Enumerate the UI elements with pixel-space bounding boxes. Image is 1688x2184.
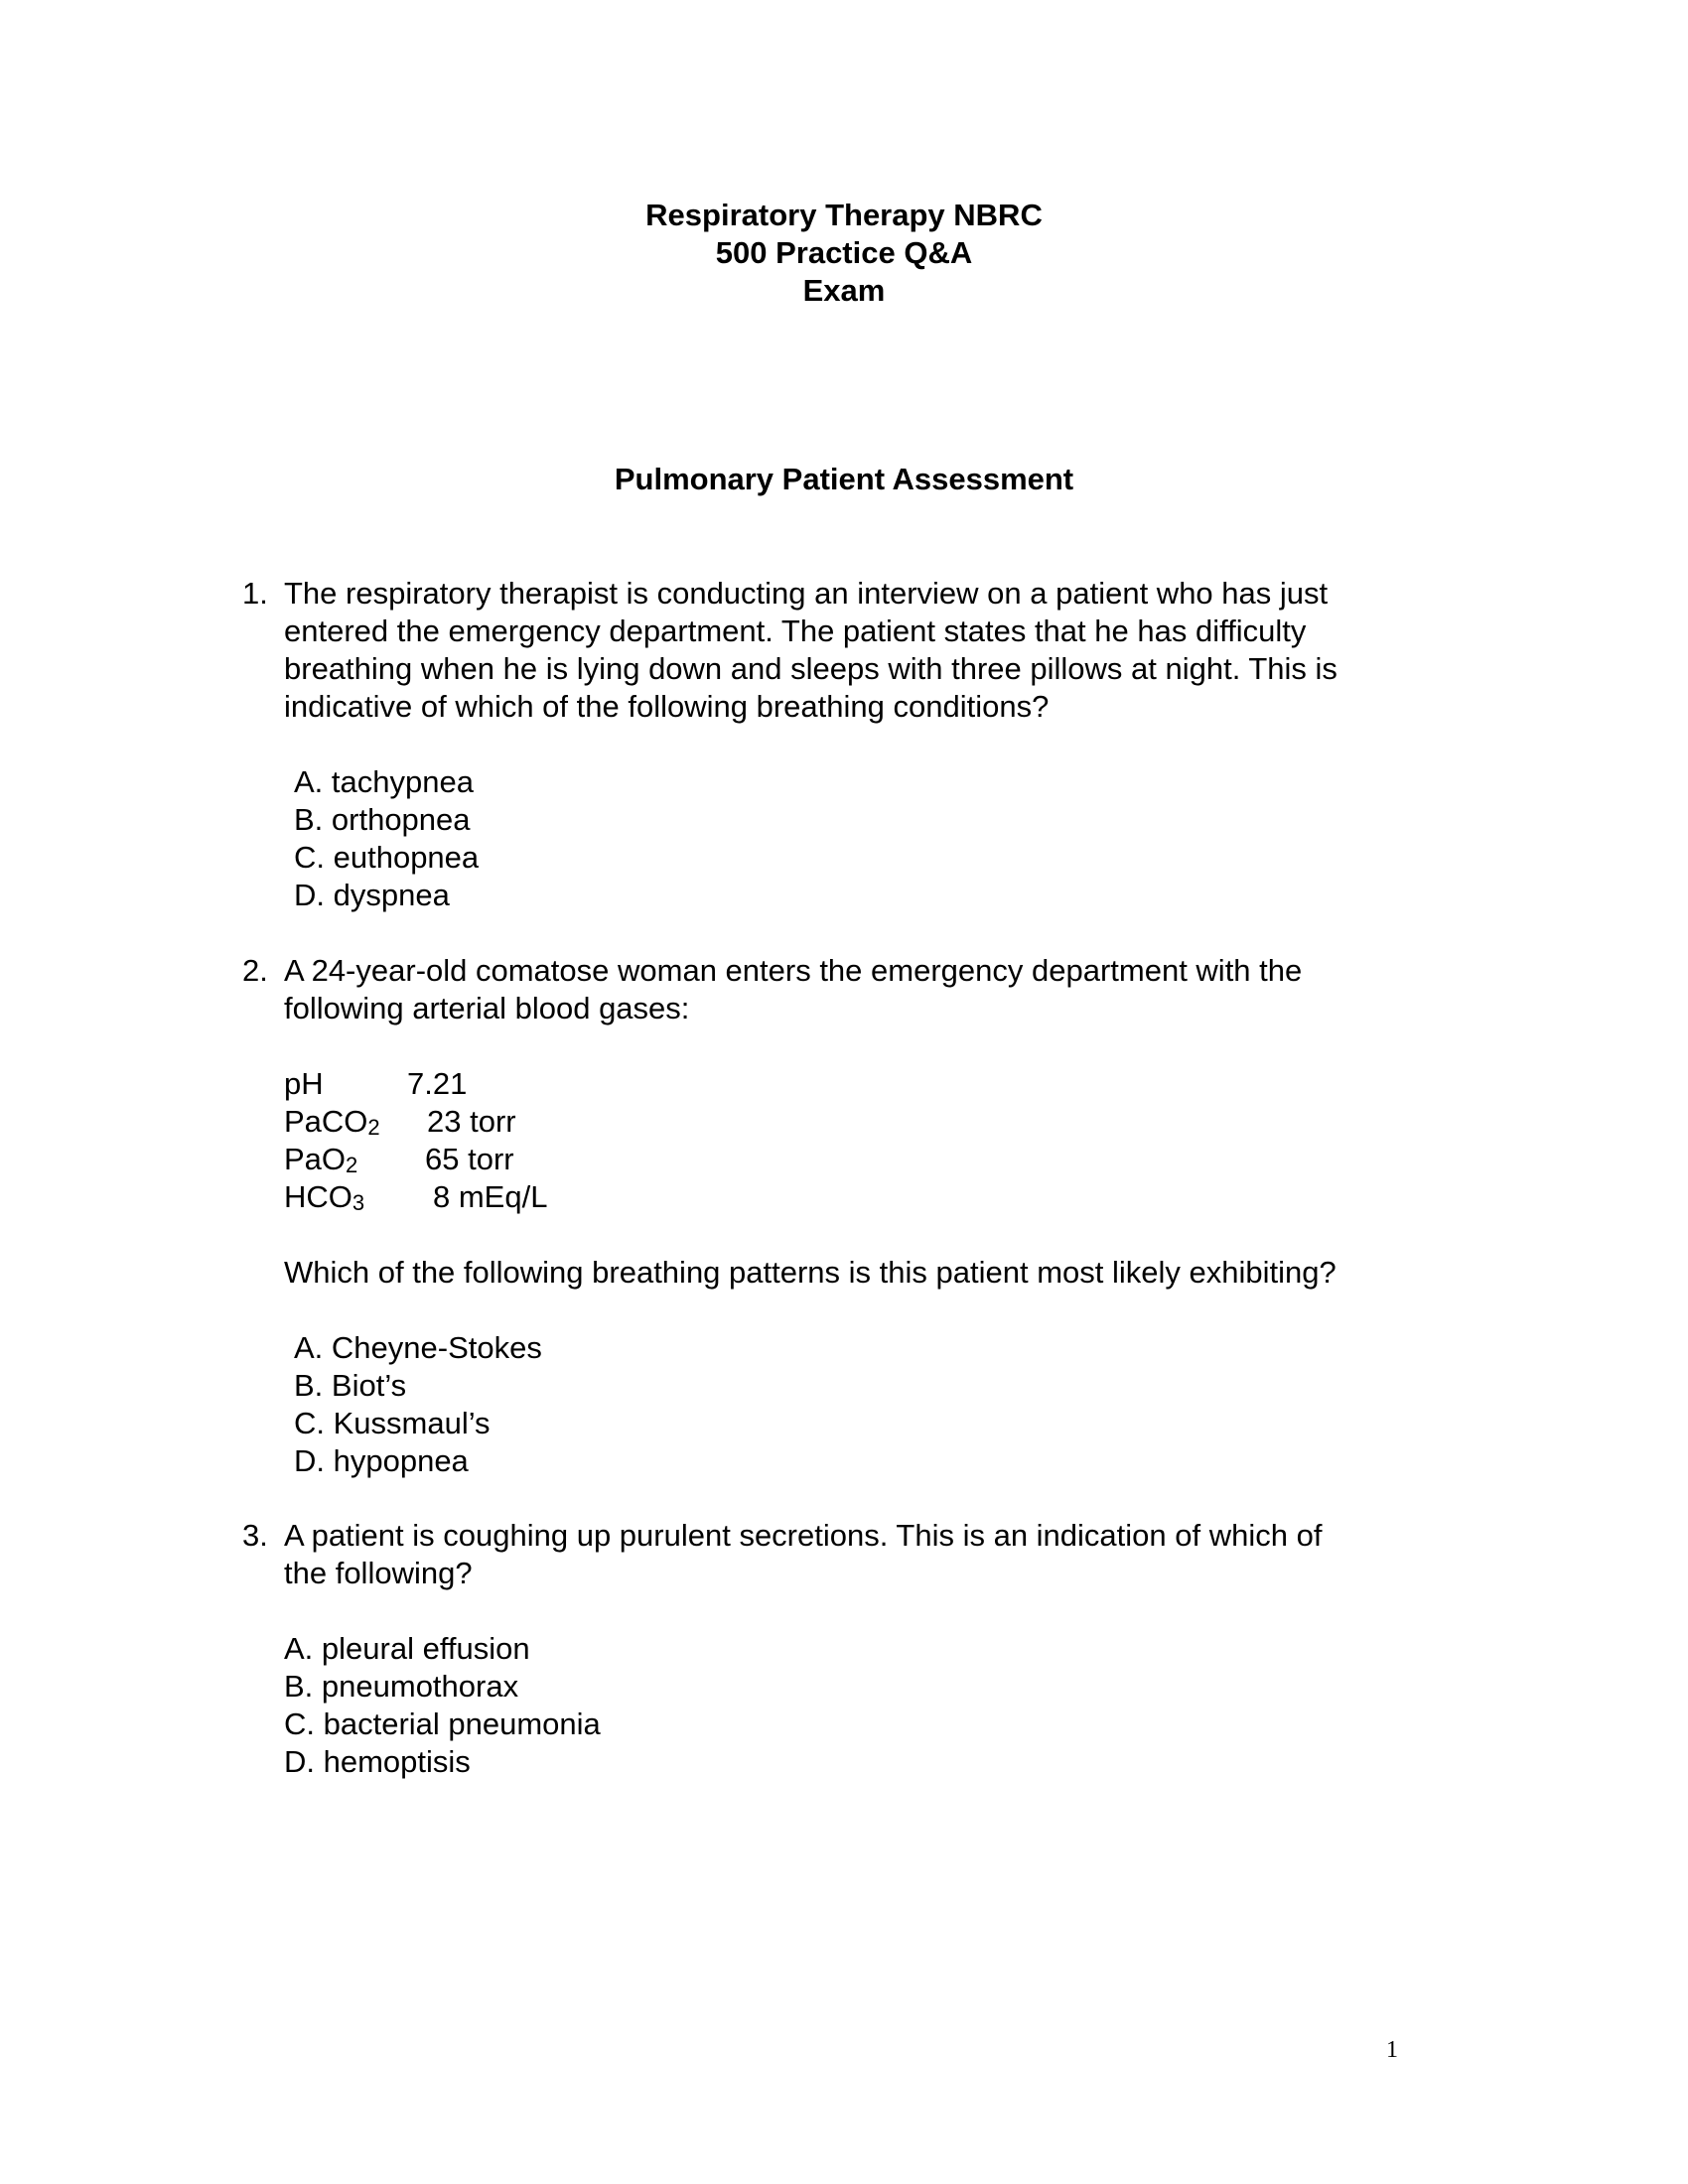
answer-option: C. bacterial pneumonia [284, 1706, 601, 1741]
title-line-2: 500 Practice Q&A [715, 235, 973, 270]
question-number: 1. [242, 576, 268, 611]
answer-option: A. tachypnea [294, 764, 474, 799]
question-2 [242, 952, 1464, 1480]
answer-option: A. Cheyne-Stokes [294, 1330, 542, 1365]
lab-row-pao2 [284, 1141, 1464, 1178]
lab-value: 7.21 [407, 1066, 468, 1101]
page-number: 1 [1386, 2037, 1398, 2063]
lab-name: $HCO_3$ [284, 1179, 365, 1215]
lab-value: 65 torr [425, 1142, 514, 1176]
lab-value: 8 mEq/L [433, 1179, 548, 1214]
question-text: A patient is coughing up purulent secretions. This is an indication of which of the following? [284, 1518, 1323, 1590]
lab-name: pH [284, 1066, 324, 1101]
lab-row-ph [284, 1065, 1464, 1103]
section-heading: Pulmonary Patient Assessment [614, 462, 1074, 496]
lab-name: PaCO$_2$ [284, 1104, 380, 1140]
answer-option: A. pleural effusion [284, 1631, 530, 1666]
answer-options [294, 1329, 1464, 1480]
question-number: 3. [242, 1518, 268, 1553]
question-3 [242, 1517, 1464, 1781]
question-number: 2. [242, 953, 268, 988]
answer-option: B. orthopnea [294, 802, 471, 837]
answer-option: B. Biot’s [294, 1368, 407, 1403]
question-text: The respiratory therapist is conducting an interview on a patient who has just entered the emergency department. The patient states that he has difficulty breathing when he is lying down and sleeps with three pillows at night. This is indicative of which of the following breathing conditions? [284, 576, 1337, 724]
answer-option: D. hemoptisis [284, 1744, 471, 1779]
lab-row-hco3 [284, 1178, 1464, 1216]
lab-value: 23 torr [427, 1104, 516, 1139]
title-line-3: Exam [802, 273, 886, 308]
question-1 [242, 575, 1464, 914]
answer-options [294, 763, 1464, 914]
title-line-1: Respiratory Therapy NBRC [645, 198, 1043, 232]
answer-option: C. euthopnea [294, 840, 480, 875]
answer-options [284, 1630, 1464, 1781]
question-text: A 24-year-old comatose woman enters the emergency department with the following arterial blood gases: [284, 953, 1303, 1025]
answer-option: D. dyspnea [294, 878, 450, 912]
document-title [0, 197, 1688, 310]
blood-gas-values [284, 1065, 1464, 1216]
answer-option: B. pneumothorax [284, 1669, 519, 1704]
answer-option: C. Kussmaul’s [294, 1406, 491, 1440]
question-follow-up: Which of the following breathing patterns is this patient most likely exhibiting? [284, 1255, 1336, 1290]
lab-name: PaO$_2$ [284, 1142, 358, 1177]
answer-option: D. hypopnea [294, 1443, 469, 1478]
lab-row-paco2 [284, 1103, 1464, 1141]
